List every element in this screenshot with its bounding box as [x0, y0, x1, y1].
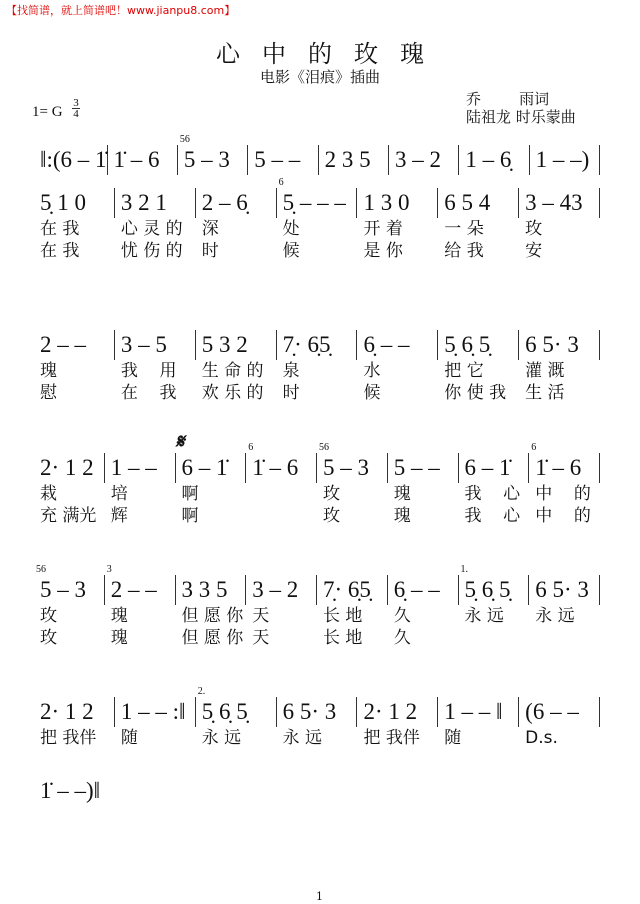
score-system	[34, 564, 600, 649]
lyric-text: 泉	[282, 361, 300, 381]
grace-note: 6	[531, 442, 537, 453]
lyric-text	[459, 627, 530, 649]
measure-notes: 5̣ 1 0	[40, 190, 86, 215]
measure	[248, 145, 318, 175]
lyric-text: 安	[525, 241, 543, 261]
lyric-text: 灌 溉	[525, 361, 565, 381]
lyric-text	[246, 505, 317, 527]
measure	[519, 188, 600, 218]
measure-notes: 5̣ – – –	[282, 190, 346, 215]
lyric-text: 永 远	[464, 606, 504, 626]
lyric-text: 但 愿 你	[181, 628, 244, 648]
lyric-text: 瑰	[110, 606, 128, 626]
lyric-text: D.s.	[525, 728, 558, 748]
grace-note: 6	[248, 442, 254, 453]
lyric-text: 慰	[40, 383, 57, 403]
lyric-text: 是 你	[363, 241, 403, 261]
measure	[277, 330, 358, 360]
measure-notes: 5 – –	[393, 455, 440, 480]
measure	[357, 330, 438, 360]
measure	[438, 330, 519, 360]
lyric-text: 在 我	[120, 383, 177, 403]
lyric-text: 我 用	[120, 361, 177, 381]
measure	[246, 442, 317, 483]
lyric-text: 我 心	[464, 484, 521, 504]
measure-notes: 1 – – :‖	[120, 699, 186, 724]
lyric-text: 你 使 我	[444, 383, 507, 403]
segno-sign: 𝄋	[175, 431, 185, 453]
measure-notes: 1 – – ‖	[444, 699, 503, 724]
measure-notes: 3 – 5	[120, 332, 167, 357]
lyric-text: 欢 乐 的	[201, 383, 264, 403]
lyric-text: 在 我	[40, 219, 80, 239]
measure	[34, 697, 115, 727]
score-system	[34, 686, 600, 749]
measure-notes: 7̣· 6̣5̣	[282, 332, 331, 357]
lyric-text: 随	[120, 728, 138, 748]
measure-notes: 3 – 2	[252, 577, 299, 602]
lyric-text: 把 我伴	[40, 728, 97, 748]
measure-notes: 3 3 5	[181, 577, 228, 602]
lyric-text: 生 活	[525, 383, 565, 403]
measure	[105, 453, 176, 483]
measure-notes: 1 – –	[110, 455, 157, 480]
lyric-text: 久	[393, 628, 411, 648]
measure	[438, 697, 519, 727]
measure-notes: 6̣ – –	[393, 577, 440, 602]
lyric-text: 充 满光	[40, 506, 97, 526]
measure	[459, 564, 530, 605]
lyric-text: 忧 伤 的	[120, 241, 183, 261]
measure	[196, 330, 277, 360]
lyrics-line	[34, 382, 600, 404]
lyric-text: 永 远	[201, 728, 242, 748]
measure	[317, 575, 388, 605]
lyric-text: 玫	[525, 219, 543, 239]
grace-note: 56	[179, 134, 190, 145]
measure-notes: 1̇ – 6	[113, 147, 160, 172]
measure-notes: 5̣ 6̣ 5̣	[464, 577, 511, 602]
measure	[34, 330, 115, 360]
measure-notes: 6 – 1̇	[181, 455, 228, 480]
time-signature-top: 3	[73, 97, 79, 109]
lyric-text: 啊	[181, 484, 199, 504]
measure-notes: 1 – –)	[535, 147, 590, 172]
lyric-text: 瑰	[393, 506, 411, 526]
lyric-text: 玫	[323, 484, 340, 504]
page-number: 1	[316, 890, 323, 903]
measure	[277, 177, 358, 218]
measure-notes: ‖:(6 – 1̇	[40, 147, 107, 172]
measure	[319, 145, 389, 175]
lyric-text: 辉	[110, 506, 128, 526]
measure	[530, 145, 600, 175]
measure-notes: 7̣· 6̣5̣	[323, 577, 371, 602]
measure	[34, 564, 105, 605]
measure	[529, 442, 600, 483]
measure	[196, 686, 277, 727]
lyric-text: 天	[252, 606, 270, 626]
score-system	[34, 134, 600, 175]
measure	[357, 697, 438, 727]
measure-notes: 2· 1 2	[363, 699, 418, 724]
measure-notes: 3 2 1	[120, 190, 167, 215]
measure-notes: 2 – –	[110, 577, 157, 602]
grace-note: 1.	[460, 564, 468, 575]
lyric-text: 候	[363, 383, 381, 403]
measure-notes: 6 5 4	[444, 190, 491, 215]
lyric-text: 水	[363, 361, 381, 381]
notes-row	[34, 686, 600, 727]
measure	[115, 188, 196, 218]
measure-notes: (6 – –	[525, 699, 579, 724]
song-title: 心中的玫瑰	[216, 40, 446, 68]
lyric-text: 时	[282, 383, 300, 403]
measure	[115, 697, 196, 727]
lyrics-line	[34, 218, 600, 240]
measure	[175, 431, 247, 483]
lyric-text: 永 远	[282, 728, 322, 748]
notes-row	[34, 134, 600, 175]
lyric-text: 长 地	[323, 606, 363, 626]
measure	[277, 697, 358, 727]
lyrics-line	[34, 505, 600, 527]
measure	[357, 188, 438, 218]
lyric-text: 随	[444, 728, 462, 748]
measure-notes: 5̣ 6̣ 5̣	[444, 332, 491, 357]
lyrics-line	[34, 240, 600, 262]
time-signature	[72, 98, 80, 119]
measure-notes: 5̣ 6̣ 5̣	[201, 699, 248, 724]
notes-row	[34, 177, 600, 218]
measure-notes: 5 – 3	[40, 577, 86, 602]
lyric-text: 瑰	[40, 361, 57, 381]
measure-notes: 3 – 2	[394, 147, 441, 172]
lyrics-line	[34, 360, 600, 382]
score-system	[34, 330, 600, 404]
lyric-text: 把 它	[444, 361, 484, 381]
measure-notes: 6 5· 3	[282, 699, 337, 724]
measure-notes: 6 – 1̇	[464, 455, 511, 480]
lyric-text	[246, 483, 317, 505]
lyric-text: 我 心	[464, 506, 521, 526]
score-system	[34, 776, 114, 806]
measure-notes: 5 – 3	[183, 147, 230, 172]
lyric-text: 久	[393, 606, 411, 626]
measure	[389, 145, 459, 175]
lyric-text: 处	[282, 219, 300, 239]
measure	[317, 442, 388, 483]
notes-row	[34, 330, 600, 360]
measure-notes: 1̇ – 6	[252, 455, 299, 480]
lyricist-credit: 乔 雨词	[466, 90, 550, 108]
measure-notes: 1̇ – 6	[535, 455, 582, 480]
lyric-text: 生 命 的	[201, 361, 264, 381]
lyric-text: 玫	[40, 628, 57, 648]
lyrics-line	[34, 605, 600, 627]
measure	[519, 697, 600, 727]
lyric-text: 把 我伴	[363, 728, 420, 748]
measure-notes: 2 – –	[40, 332, 86, 357]
measure	[176, 575, 247, 605]
lyric-text: 啊	[181, 506, 199, 526]
measure	[108, 145, 178, 175]
lyric-text: 开 着	[363, 219, 403, 239]
notes-row	[34, 431, 600, 483]
grace-note: 56	[36, 564, 46, 575]
measure-notes: 2· 1 2	[40, 699, 94, 724]
measure	[459, 453, 530, 483]
measure-notes: 2 3 5	[324, 147, 371, 172]
measure	[529, 575, 600, 605]
score-system	[34, 177, 600, 262]
lyric-text: 玫	[40, 606, 57, 626]
measure-notes: 1 3 0	[363, 190, 410, 215]
grace-note: 2.	[197, 686, 206, 697]
measure	[196, 188, 277, 218]
lyrics-line	[34, 627, 600, 649]
measure	[438, 188, 519, 218]
measure-notes: 5 – 3	[323, 455, 369, 480]
measure	[178, 134, 248, 175]
lyric-text: 给 我	[444, 241, 484, 261]
notes-row	[34, 564, 600, 605]
song-subtitle: 电影《泪痕》插曲	[259, 68, 380, 86]
measure	[34, 145, 108, 175]
grace-note: 56	[319, 442, 329, 453]
measure	[388, 453, 459, 483]
lyric-text: 天	[252, 628, 270, 648]
notes-row	[34, 776, 114, 806]
grace-note: 3	[106, 564, 112, 575]
measure-notes: 1̇ – –)‖	[40, 778, 101, 803]
measure-notes: 6 5· 3	[535, 577, 589, 602]
lyric-text: 长 地	[323, 628, 363, 648]
lyric-text: 心 灵 的	[120, 219, 183, 239]
key-signature: 1= G	[32, 104, 63, 120]
composer-credit: 陆祖龙 时乐蒙曲	[466, 108, 576, 126]
measure-notes: 6̣ – –	[363, 332, 410, 357]
lyric-text: 培	[110, 484, 128, 504]
lyric-text: 永 远	[535, 606, 575, 626]
lyric-text: 一 朵	[444, 219, 484, 239]
measure-notes: 2 – 6̣	[201, 190, 248, 215]
lyric-text: 瑰	[393, 484, 411, 504]
lyric-text: 玫	[323, 506, 340, 526]
lyric-text: 在 我	[40, 241, 80, 261]
measure	[519, 330, 600, 360]
time-signature-bottom: 4	[73, 108, 79, 120]
lyric-text: 瑰	[110, 628, 128, 648]
measure	[105, 564, 176, 605]
score-system	[34, 431, 600, 527]
measure-notes: 2· 1 2	[40, 455, 94, 480]
measure	[388, 575, 459, 605]
measure-notes: 5 – –	[254, 147, 301, 172]
measure-notes: 1 – 6̣	[465, 147, 512, 172]
lyrics-line	[34, 727, 600, 749]
measure	[34, 776, 114, 806]
grace-note: 6	[278, 177, 284, 188]
measure	[459, 145, 529, 175]
lyric-text: 但 愿 你	[181, 606, 244, 626]
measure-notes: 5 3 2	[201, 332, 248, 357]
measure	[34, 188, 115, 218]
lyric-text: 中 的	[535, 506, 591, 526]
measure-notes: 6 5· 3	[525, 332, 579, 357]
measure	[34, 453, 105, 483]
lyric-text: 中 的	[535, 484, 591, 504]
lyrics-line	[34, 483, 600, 505]
measure	[246, 575, 317, 605]
measure	[115, 330, 196, 360]
site-banner[interactable]: 【找简谱，就上简谱吧！www.jianpu8.com】	[6, 4, 236, 17]
measure-notes: 3 – 43	[525, 190, 583, 215]
lyric-text: 栽	[40, 484, 57, 504]
lyric-text: 候	[282, 241, 300, 261]
lyric-text: 深	[201, 219, 219, 239]
lyric-text	[529, 627, 600, 649]
lyric-text: 时	[201, 241, 219, 261]
